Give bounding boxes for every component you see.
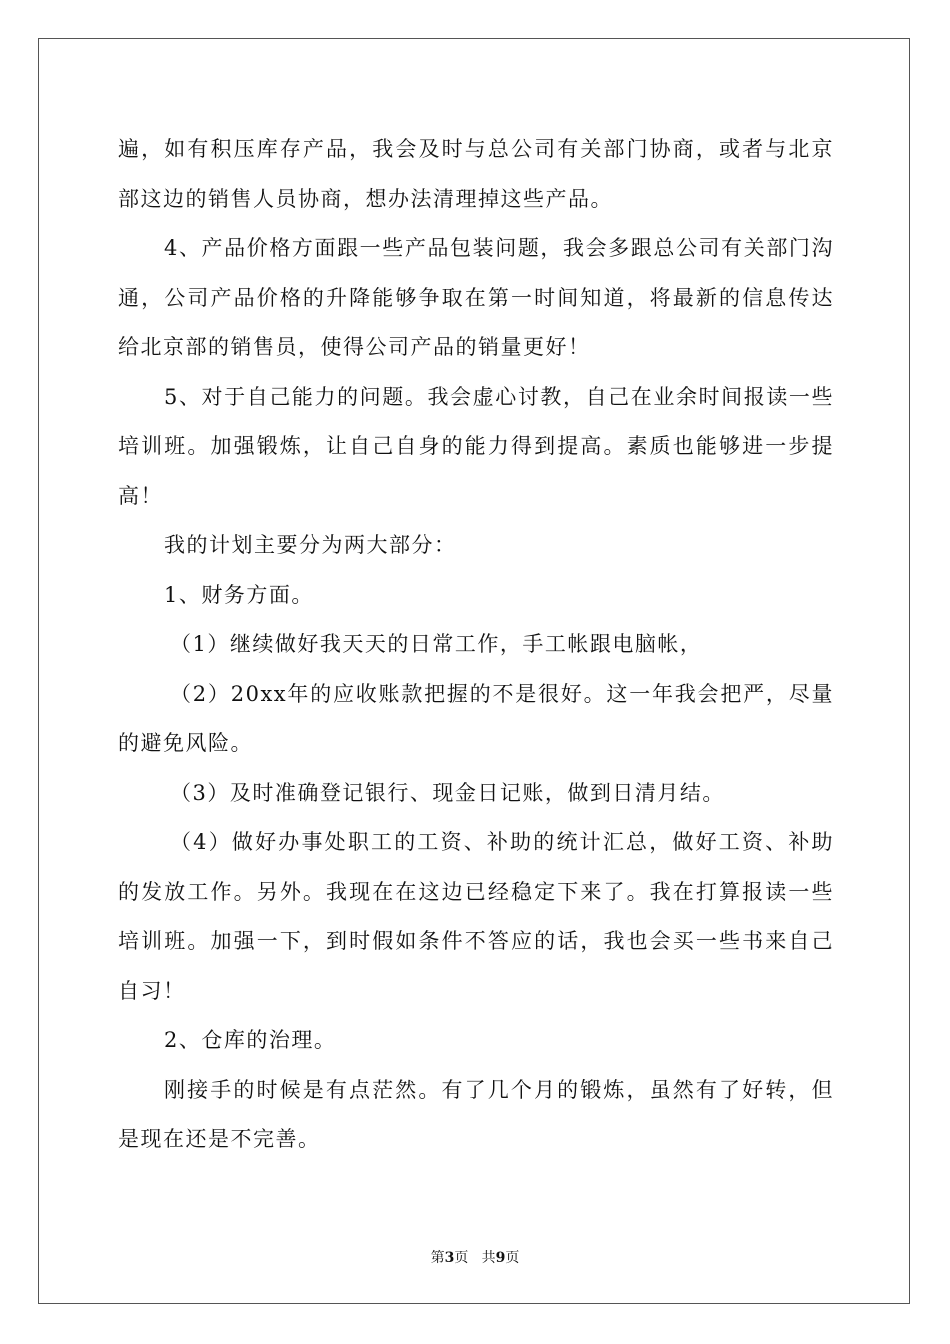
footer-total-suffix: 页 [505, 1250, 520, 1266]
paragraph-5: 1、财务方面。 [164, 582, 314, 607]
paragraph-1: 遍，如有积压库存产品，我会及时与总公司有关部门协商，或者与北京部这边的销售人员协商，想办法清理掉这些产品。 [118, 137, 834, 211]
footer-prefix: 第 [430, 1250, 445, 1266]
document-body [118, 125, 834, 1165]
footer-total-prefix: 共 [481, 1250, 496, 1266]
paragraph-9: （4）做好办事处职工的工资、补助的统计汇总，做好工资、补助的发放工作。另外。我现在在这边已经稳定下来了。我在打算报读一些培训班。加强一下，到时假如条件不答应的话，我也会买一些书来自己自习！ [118, 830, 834, 1003]
page-footer [0, 1247, 950, 1267]
footer-total-pages: 9 [495, 1250, 506, 1266]
paragraph-2: 4、产品价格方面跟一些产品包装问题，我会多跟总公司有关部门沟通，公司产品价格的升降能够争取在第一时间知道，将最新的信息传达给北京部的销售员，使得公司产品的销量更好！ [118, 236, 834, 359]
footer-page-suffix: 页 [454, 1250, 469, 1266]
paragraph-3: 5、对于自己能力的问题。我会虚心讨教，自己在业余时间报读一些培训班。加强锻炼，让自己自身的能力得到提高。素质也能够进一步提高！ [118, 384, 834, 508]
paragraph-11: 刚接手的时候是有点茫然。有了几个月的锻炼，虽然有了好转，但是现在还是不完善。 [118, 1077, 834, 1151]
paragraph-6: （1）继续做好我天天的日常工作，手工帐跟电脑帐， [170, 632, 703, 656]
paragraph-10: 2、仓库的治理。 [164, 1028, 337, 1052]
footer-current-page: 3 [444, 1250, 455, 1266]
paragraph-7: （2）20xx年的应收账款把握的不是很好。这一年我会把严，尽量的避免风险。 [118, 681, 834, 755]
paragraph-8: （3）及时准确登记银行、现金日记账，做到日清月结。 [170, 780, 725, 805]
paragraph-4: 我的计划主要分为两大部分： [164, 533, 457, 557]
